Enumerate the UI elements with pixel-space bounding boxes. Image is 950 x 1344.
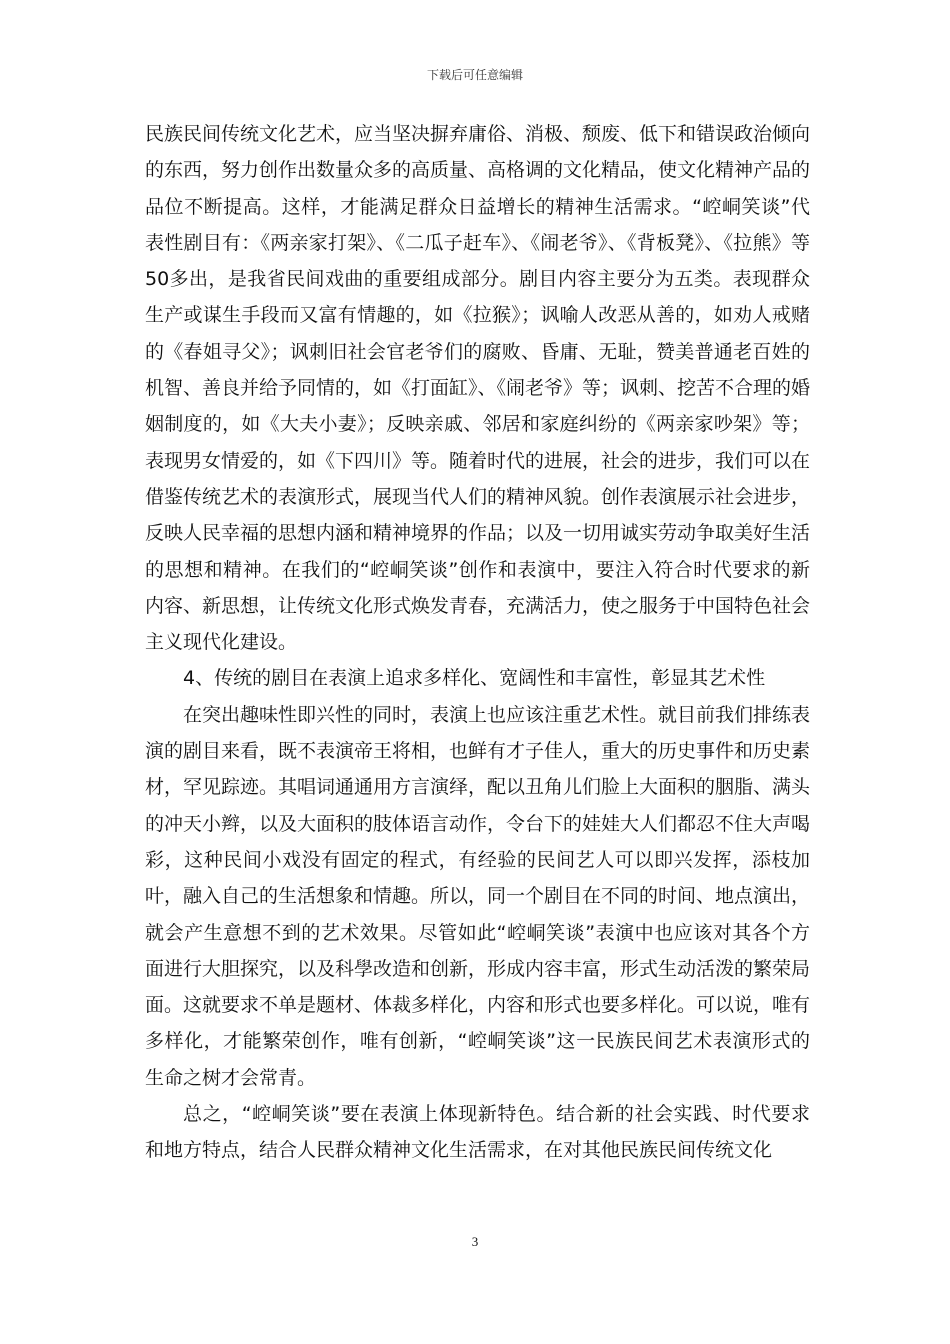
paragraph-3: 在突出趣味性即兴性的同时，表演上也应该注重艺术性。就目前我们排练表演的剧目来看，既不表演帝王将相，也鲜有才子佳人，重大的历史事件和历史素材，罕见踪迹。其唱词通通用方言演绎，配以丑角儿们脸上大面积的胭脂、满头的冲天小辫，以及大面积的肢体语言动作，令台下的娃娃大人们都忍不住大声喝彩，这种民间小戏没有固定的程式，有经验的民间艺人可以即兴发挥，添枝加叶，融入自己的生活想象和情趣。所以，同一个剧目在不同的时间、地点演出，就会产生意想不到的艺术效果。尽管如此“崆峒笑谈”表演中也应该对其各个方面进行大胆探究，以及科學改造和创新，形成内容丰富，形式生动活泼的繁荣局面。这就要求不单是题材、体裁多样化，内容和形式也要多样化。可以说，唯有多样化，才能繁荣创作，唯有创新，“崆峒笑谈”这一民族民间艺术表演形式的生命之树才会常青。 <box>145 703 811 1089</box>
paragraph-4: 总之，“崆峒笑谈”要在表演上体现新特色。结合新的社会实践、时代要求和地方特点，结合人民群众精神文化生活需求，在对其他民族民间传统文化 <box>145 1103 810 1162</box>
paragraph-1: 民族民间传统文化艺术，应当坚决摒弃庸俗、消极、颓废、低下和错误政治倾向的东西，努力创作出数量众多的高质量、高格调的文化精品，使文化精神产品的品位不断提高。这样，才能满足群众日益增长的精神生活需求。“崆峒笑谈”代表性剧目有：《两亲家打架》、《二瓜子赶车》、《闹老爷》、《背板凳》、《拉熊》等50多出，是我省民间戏曲的重要组成部分。剧目内容主要分为五类。表现群众生产或谋生手段而又富有情趣的，如《拉猴》；讽喻人改恶从善的，如劝人戒赌的《春姐寻父》；讽刺旧社会官老爷们的腐败、昏庸、无耻，赞美普通老百姓的机智、善良并给予同情的，如《打面缸》、《闹老爷》等；讽刺、挖苦不合理的婚姻制度的，如《大夫小妻》；反映亲戚、邻居和家庭纠纷的《两亲家吵架》等；表现男女情爱的，如《下四川》等。随着时代的进展，社会的进步，我们可以在借鉴传统艺术的表演形式，展现当代人们的精神风貌。创作表演展示社会进步，反映人民幸福的思想内涵和精神境界的作品；以及一切用诚实劳动争取美好生活的思想和精神。在我们的“崆峒笑谈”创作和表演中，要注入符合时代要求的新内容、新思想，让传统文化形式焕发青春，充满活力，使之服务于中国特色社会主义现代化建设。 <box>145 123 811 654</box>
page-number: 3 <box>471 1234 479 1249</box>
paragraph-2-heading: 4、传统的剧目在表演上追求多样化、宽阔性和丰富性，彰显其艺术性 <box>183 667 766 690</box>
page-header: 下载后可任意编辑 <box>426 68 523 82</box>
body-text <box>145 116 810 1169</box>
